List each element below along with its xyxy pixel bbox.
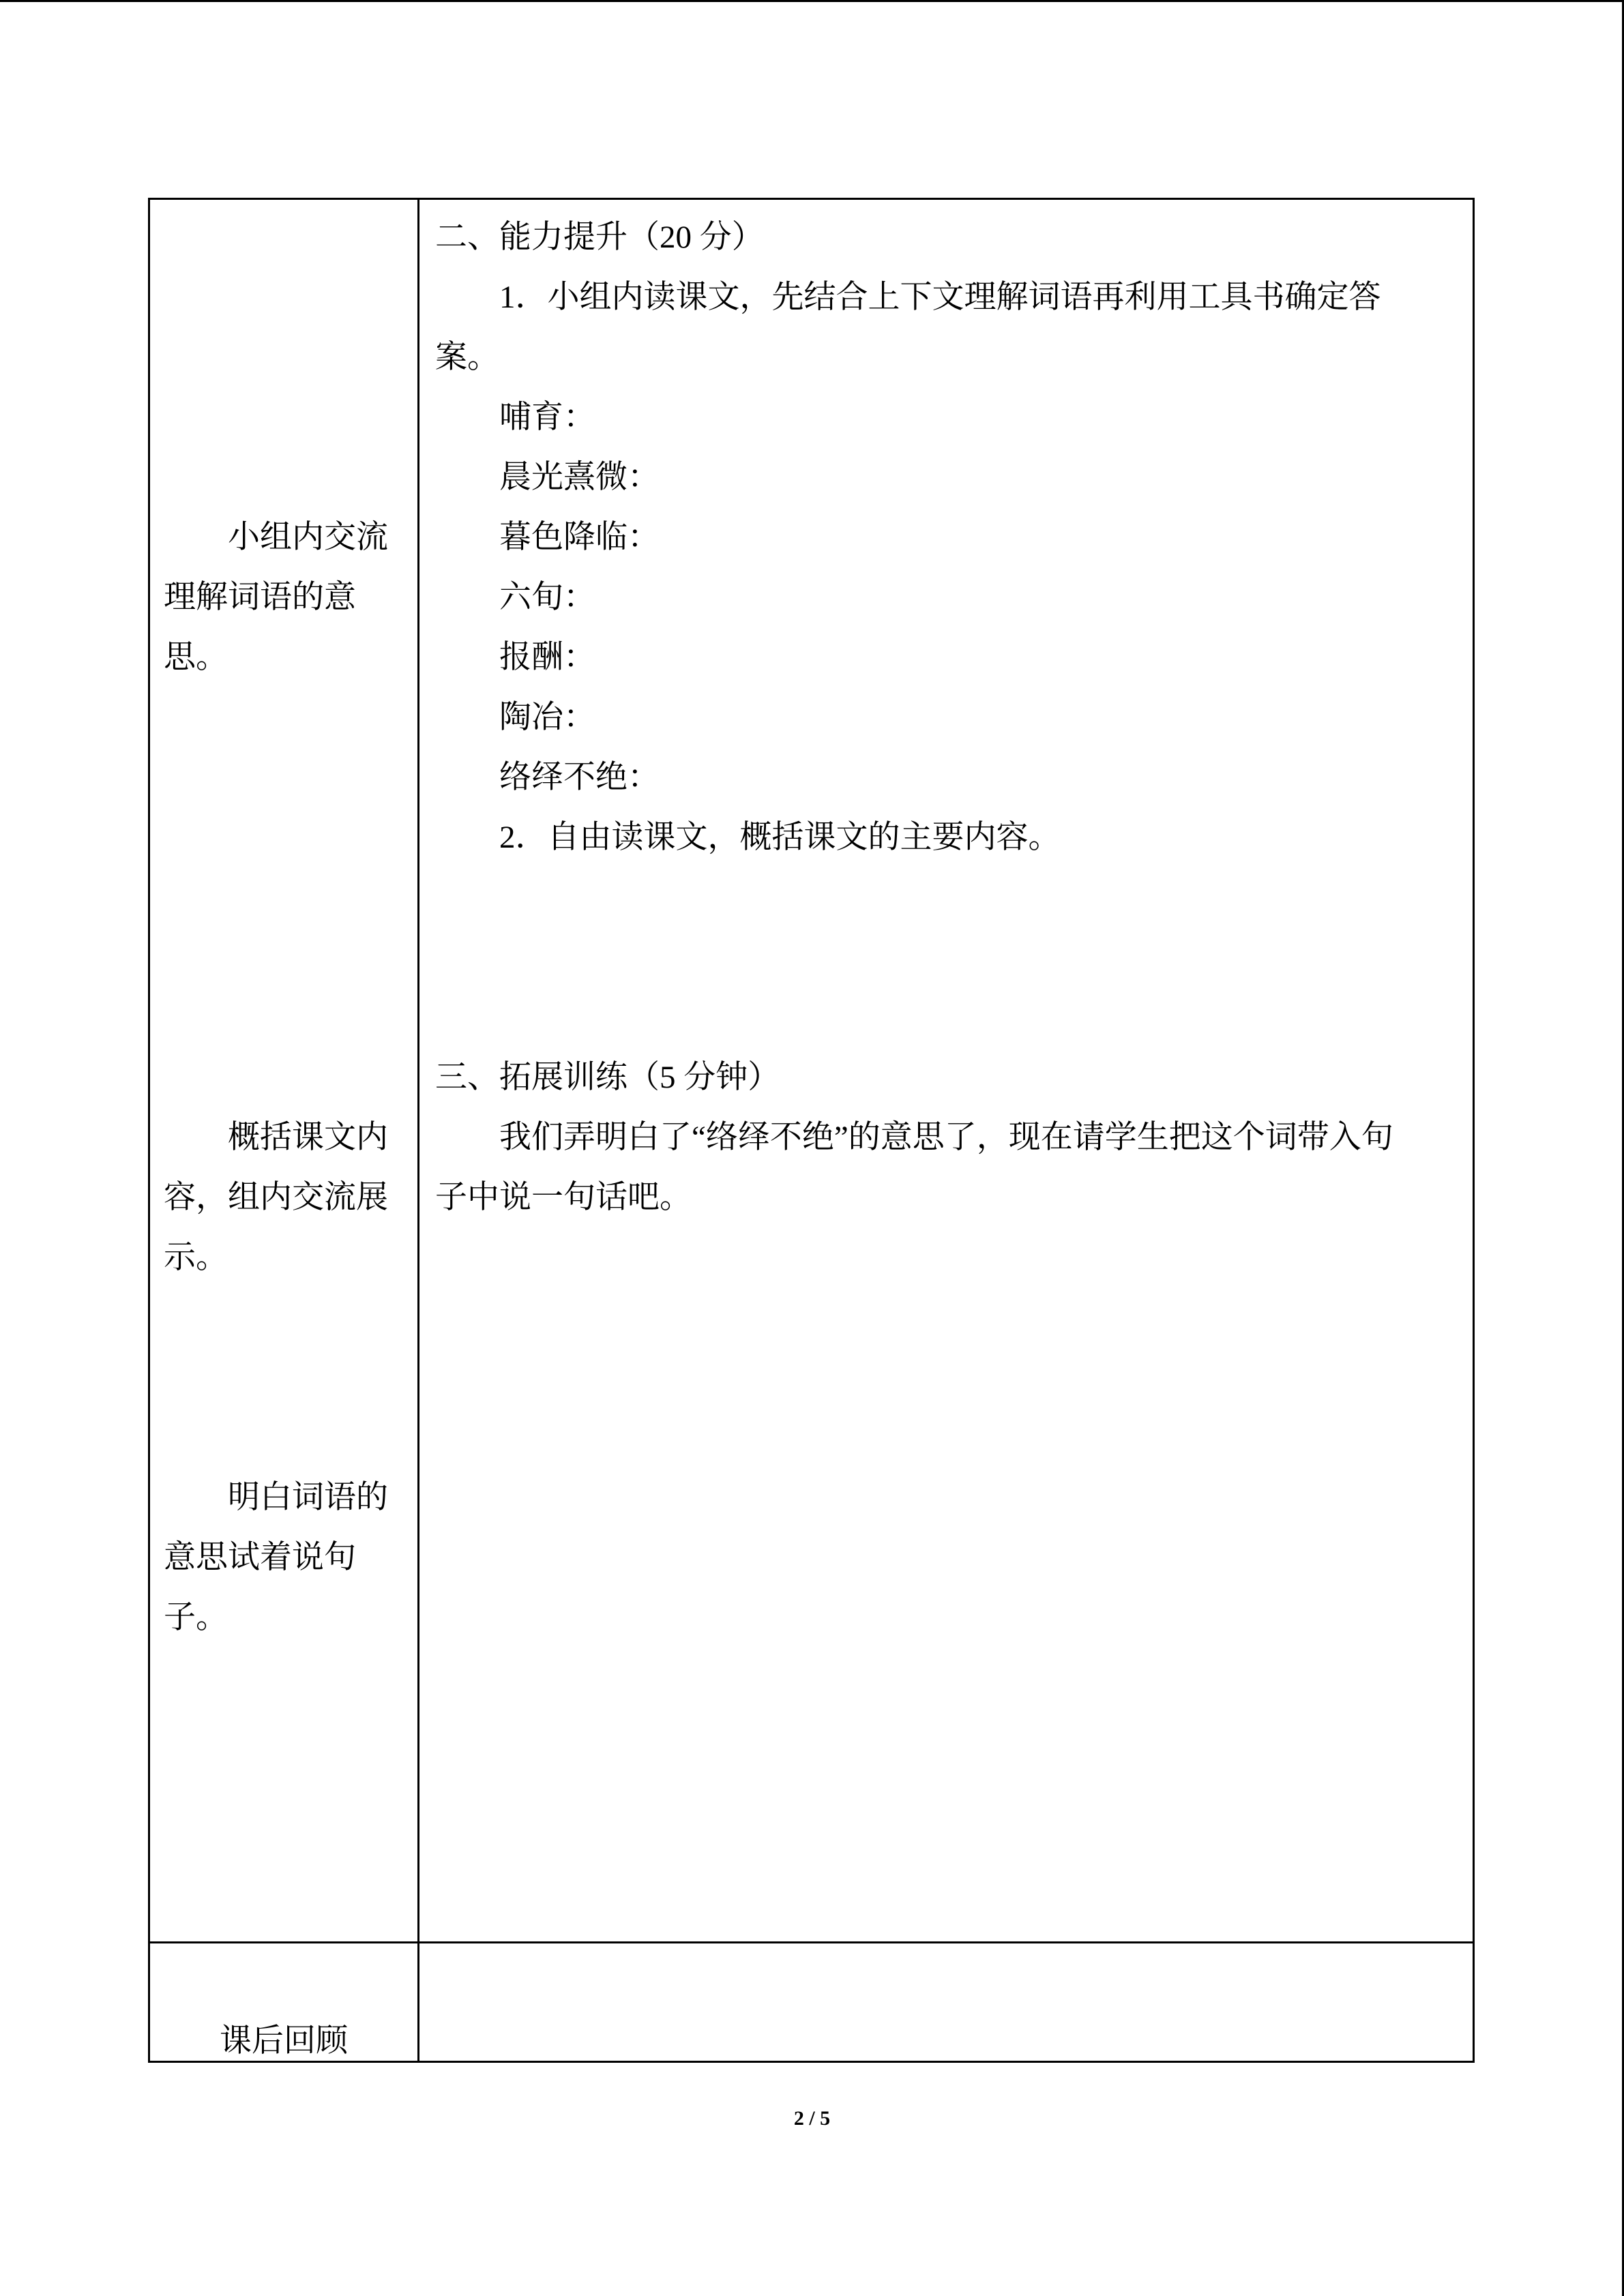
lesson-table: [148, 198, 1475, 2063]
note-line: 子。: [164, 1600, 228, 1635]
section-ability-improvement: [435, 207, 1465, 867]
vocab-item: 报酬：: [499, 640, 595, 675]
note-line: 理解词语的意: [164, 580, 356, 615]
review-label: 课后回顾: [220, 2023, 348, 2059]
row-divider: [150, 1941, 1473, 1943]
vocab-item: 哺育：: [499, 400, 595, 435]
note-line: 意思试着说句: [164, 1540, 356, 1575]
page-number: 2 / 5: [793, 2107, 831, 2130]
left-note-group-discussion: [164, 507, 409, 687]
question-1-line: 案。: [435, 340, 499, 375]
extension-task-line: 我们弄明白了“络绎不绝”的意思了，现在请学生把这个词带入句: [499, 1120, 1393, 1155]
vocab-item: 暮色降临：: [499, 520, 660, 555]
note-line: 小组内交流: [228, 520, 388, 555]
extension-task-line: 子中说一句话吧。: [435, 1180, 692, 1215]
section-title: 三、拓展训练（5 分钟）: [435, 1060, 780, 1095]
section-extension-training: [435, 1047, 1465, 1227]
left-note-summarize: [164, 1107, 409, 1287]
vocab-item: 六旬：: [499, 580, 595, 615]
left-note-sentence: [164, 1467, 409, 1648]
question-2: 2．自由读课文，概括课文的主要内容。: [499, 820, 1061, 855]
vocab-item: 陶冶：: [499, 700, 595, 735]
vocab-item: 晨光熹微：: [499, 460, 660, 495]
note-line: 概括课文内: [228, 1120, 388, 1155]
note-line: 思。: [164, 640, 228, 675]
note-line: 示。: [164, 1240, 228, 1275]
question-1-line: 1．小组内读课文，先结合上下文理解词语再利用工具书确定答: [499, 280, 1381, 315]
page-top-edge: [0, 0, 1624, 2]
note-line: 容，组内交流展: [164, 1180, 388, 1215]
vocab-item: 络绎不绝：: [499, 760, 660, 795]
section-title: 二、能力提升（20 分）: [435, 220, 764, 255]
note-line: 明白词语的: [228, 1480, 388, 1515]
column-divider: [417, 200, 419, 2061]
